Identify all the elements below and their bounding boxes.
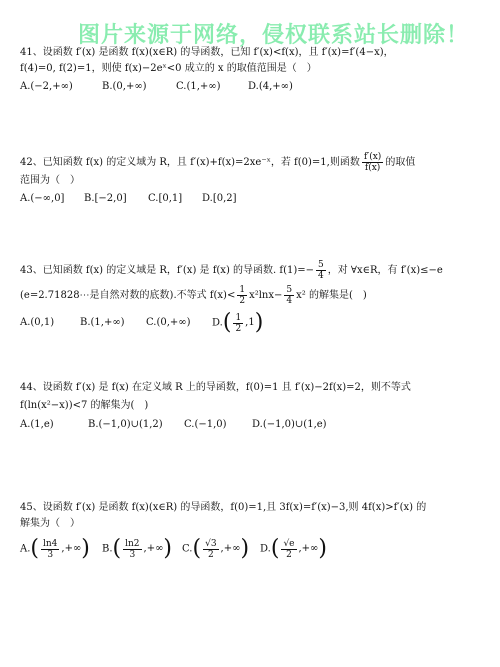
q41-line1: 41、设函数 f′(x) 是函数 f(x)(x∈R) 的导函数，已知 f′(x)<f(x)，且 f′(x)=f′(4−x)， xyxy=(20,47,394,58)
q41-line2: f(4)=0, f(2)=1，则使 f(x)−2eˣ<0 成立的 x 的取值范围是（ ） xyxy=(20,63,317,74)
q43-l1-text-b: ，对 ∀x∈R，有 f′(x)≤−e xyxy=(327,265,443,276)
q44-option-a: A.(1,e) xyxy=(20,419,54,430)
q43-l2-fraction-1 xyxy=(237,285,247,306)
q44-line2: f(ln(x²−x))<7 的解集为( ) xyxy=(20,400,149,411)
q45-optB-den: 3 xyxy=(129,549,136,560)
q45-line2: 解集为（ ） xyxy=(20,518,80,529)
q43-l2-text-b: x²lnx− xyxy=(249,290,283,301)
q43-l2-fraction-2 xyxy=(284,285,294,306)
q45-optB-label: B. xyxy=(102,543,113,555)
q43-l2-num1: 1 xyxy=(239,285,246,295)
q42-line2: 范围为（ ） xyxy=(20,175,80,186)
q43-optD-num: 1 xyxy=(235,312,242,323)
q45-optC-label: C. xyxy=(182,543,193,555)
q45-optC-paren: ( $\frac{√3}{2}$ ,+∞ ) xyxy=(192,536,250,561)
q43-option-b: B.(1,+∞) xyxy=(80,317,125,328)
q45-optA-fraction xyxy=(41,539,59,560)
q42-option-c: C.[0,1] xyxy=(148,193,183,204)
q41-option-a: A.(−2,+∞) xyxy=(20,81,73,92)
q45-optB-fraction xyxy=(123,539,141,560)
q42-option-b: B.[−2,0] xyxy=(84,193,127,204)
q45-line1: 45、设函数 f′(x) 是函数 f(x)(x∈R) 的导函数，f(0)=1,且 3f(x)=f′(x)−3,则 4f(x)>f′(x) 的 xyxy=(20,502,427,513)
q42-option-d: D.[0,2] xyxy=(202,193,237,204)
q45-optA-den: 3 xyxy=(47,549,54,560)
question-42 xyxy=(20,152,470,207)
q45-optD-fraction xyxy=(281,539,296,560)
q45-option-d xyxy=(260,538,327,560)
q42-text-post: 的取值 xyxy=(385,157,416,168)
q45-optA-post: ,+∞ xyxy=(61,543,82,554)
question-41 xyxy=(20,45,470,95)
q43-optD-fraction xyxy=(233,313,243,334)
q45-option-b xyxy=(102,538,182,560)
question-45 xyxy=(20,500,470,560)
q43-line2 xyxy=(20,285,470,306)
q41-option-b: B.(0,+∞) xyxy=(102,81,147,92)
q45-optA-paren: ( $\frac{\ln 4}{3}$ ,+∞ ) xyxy=(30,536,90,561)
q43-line1 xyxy=(20,260,470,281)
q43-l2-den1: 2 xyxy=(239,296,246,306)
q45-option-a xyxy=(20,538,102,560)
q43-option-c: C.(0,+∞) xyxy=(146,317,191,328)
q43-option-d xyxy=(212,312,263,334)
q43-l1-text-a: 43、已知函数 f(x) 的定义域是 R，f′(x) 是 f(x) 的导函数. f(1)=− xyxy=(20,265,315,276)
q43-l2-text-c: x² 的解集是( ) xyxy=(296,290,367,301)
q43-optD-paren: ( $\frac{1}{2}$ ,1 ) xyxy=(222,310,264,335)
watermark-text: 图片来源于网络，侵权联系站长删除！ xyxy=(78,23,470,48)
q43-l2-text-a: (e=2.71828⋯是自然对数的底数).不等式 f(x)< xyxy=(20,290,236,301)
question-43 xyxy=(20,260,470,334)
q45-optD-den: 2 xyxy=(286,549,292,560)
q45-optC-den: 2 xyxy=(207,549,214,560)
q45-optC-fraction xyxy=(203,539,218,560)
q43-l1-fraction xyxy=(316,260,326,281)
question-44 xyxy=(20,380,470,433)
q44-line1: 44、设函数 f′(x) 是 f(x) 在定义域 R 上的导函数，f(0)=1 且 f′(x)−2f(x)=2，则不等式 xyxy=(20,382,411,393)
q45-optB-post: ,+∞ xyxy=(143,543,164,554)
q41-option-d: D.(4,+∞) xyxy=(248,81,293,92)
q45-optA-num: ln4 xyxy=(43,538,58,549)
q43-l2-den2: 4 xyxy=(286,296,293,306)
q45-optD-paren: ( $\frac{√e}{2}$ ,+∞ ) xyxy=(270,536,327,561)
q45-option-c xyxy=(182,538,260,560)
q42-option-a: A.(−∞,0] xyxy=(20,193,65,204)
q42-fraction xyxy=(362,152,383,173)
q43-optD-den: 2 xyxy=(235,323,242,334)
q42-frac-num: f′(x) xyxy=(363,152,382,162)
q43-l2-num2: 5 xyxy=(286,285,293,295)
q43-l1-num: 5 xyxy=(318,260,324,270)
q43-option-a: A.(0,1) xyxy=(20,317,55,328)
q43-l1-den: 4 xyxy=(318,271,324,281)
q45-optD-label: D. xyxy=(260,543,271,555)
q42-frac-den: f(x) xyxy=(364,163,381,173)
q45-optC-post: ,+∞ xyxy=(220,543,241,554)
q45-optA-label: A. xyxy=(20,543,31,555)
q42-text-pre: 42、已知函数 f(x) 的定义域为 R，且 f′(x)+f(x)=2xe⁻ˣ，若 f(0)=1,则函数 xyxy=(20,157,360,168)
q45-optC-num: √3 xyxy=(205,538,217,549)
q45-optD-num: √e xyxy=(283,538,295,549)
q44-option-c: C.(−1,0) xyxy=(184,419,227,430)
q43-optD-label: D. xyxy=(212,317,223,329)
q43-optD-post: ,1 xyxy=(245,317,255,328)
q44-option-d: D.(−1,0)∪(1,e) xyxy=(252,419,327,430)
q42-line1 xyxy=(20,152,470,173)
q41-option-c: C.(1,+∞) xyxy=(176,81,221,92)
q45-optB-paren: ( $\frac{\ln 2}{3}$ ,+∞ ) xyxy=(112,536,173,561)
q44-option-b: B.(−1,0)∪(1,2) xyxy=(88,419,163,430)
q45-optD-post: ,+∞ xyxy=(298,543,319,554)
q45-optB-num: ln2 xyxy=(125,538,140,549)
